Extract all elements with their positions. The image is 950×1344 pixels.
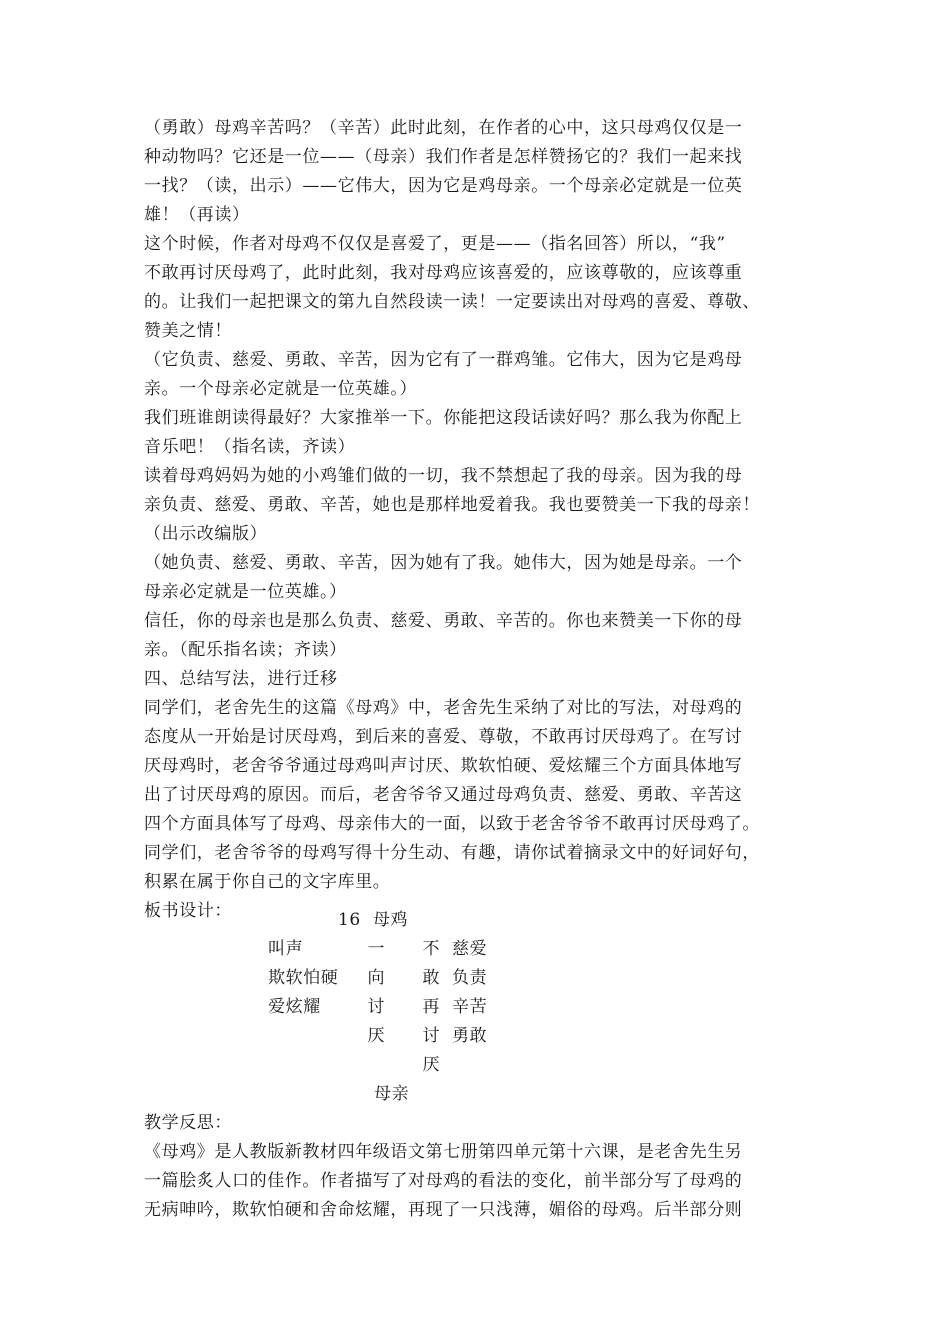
text-line: 这个时候，作者对母鸡不仅仅是喜爱了，更是——（指名回答）所以，“我” [144, 234, 726, 254]
board-left-item: 叫声 [268, 939, 304, 959]
text-line: 雄！（再读） [144, 205, 250, 225]
board-char: 再 [422, 997, 440, 1017]
text-line: （勇敢）母鸡辛苦吗？（辛苦）此时此刻，在作者的心中，这只母鸡仅仅是一 [144, 118, 743, 138]
board-column-always-hate [366, 935, 386, 1051]
text-line: 厌母鸡时，老舍爷爷通过母鸡叫声讨厌、欺软怕硬、爱炫耀三个方面具体地写 [144, 756, 743, 776]
board-right-item: 勇敢 [452, 1026, 488, 1046]
text-line: 亲负责、慈爱、勇敢、辛苦，她也是那样地爱着我。我也要赞美一下我的母亲！ [144, 495, 760, 515]
text-line: 出了讨厌母鸡的原因。而后，老舍爷爷又通过母鸡负责、慈爱、勇敢、辛苦这 [144, 785, 743, 805]
board-char: 向 [367, 968, 385, 988]
board-char: 不 [422, 939, 440, 959]
board-design-heading: 板书设计： [144, 901, 232, 921]
board-title-text: 母鸡 [372, 910, 409, 930]
board-bottom-label: 母亲 [374, 1084, 410, 1104]
teaching-reflection [144, 1109, 844, 1225]
board-right-item: 辛苦 [452, 997, 488, 1017]
text-line: 不敢再讨厌母鸡了，此时此刻，我对母鸡应该喜爱的，应该尊敬的，应该尊重 [144, 263, 743, 283]
text-line: （它负责、慈爱、勇敢、辛苦，因为它有了一群鸡雏。它伟大，因为它是鸡母 [144, 350, 743, 370]
board-char: 一 [367, 939, 385, 959]
board-right-item: 负责 [452, 968, 488, 988]
board-left-item: 爱炫耀 [268, 997, 321, 1017]
lesson-paragraphs [144, 114, 844, 926]
text-line: 一篇脍炙人口的佳作。作者描写了对母鸡的看法的变化，前半部分写了母鸡的 [144, 1171, 743, 1191]
text-line: 《母鸡》是人教版新教材四年级语文第七册第四单元第十六课，是老舍先生另 [144, 1142, 743, 1162]
text-line: 的。让我们一起把课文的第九自然段读一读！一定要读出对母鸡的喜爱、尊敬、 [144, 292, 760, 312]
text-line: 积累在属于你自己的文字库里。 [144, 872, 391, 892]
text-line: 一找？（读，出示）——它伟大，因为它是鸡母亲。一个母亲必定就是一位英 [144, 176, 743, 196]
text-line: （她负责、慈爱、勇敢、辛苦，因为她有了我。她伟大，因为她是母亲。一个 [144, 553, 743, 573]
text-line: 读着母鸡妈妈为她的小鸡雏们做的一切，我不禁想起了我的母亲。因为我的母 [144, 466, 743, 486]
board-char: 讨 [367, 997, 385, 1017]
board-char: 厌 [367, 1026, 385, 1046]
text-line: 音乐吧！（指名读，齐读） [144, 437, 356, 457]
text-line: 我们班谁朗读得最好？大家推举一下。你能把这段话读好吗？那么我为你配上 [144, 408, 743, 428]
text-line: 无病呻吟，欺软怕硬和舍命炫耀，再现了一只浅薄，媚俗的母鸡。后半部分则 [144, 1200, 743, 1220]
text-line: 赞美之情！ [144, 321, 232, 341]
board-char: 厌 [422, 1055, 440, 1075]
text-line: 信任，你的母亲也是那么负责、慈爱、勇敢、辛苦的。你也来赞美一下你的母 [144, 611, 743, 631]
text-line: 母亲必定就是一位英雄。） [144, 582, 347, 602]
section-heading: 四、总结写法，进行迁移 [144, 669, 338, 689]
board-column-no-longer-hate [421, 935, 441, 1080]
text-line: 态度从一开始是讨厌母鸡，到后来的喜爱、尊敬，不敢再讨厌母鸡了。在写讨 [144, 727, 743, 747]
text-line: （出示改编版） [144, 524, 268, 544]
text-line: 亲。（配乐指名读；齐读） [144, 640, 347, 660]
reflection-heading: 教学反思： [144, 1113, 232, 1133]
board-title [338, 906, 408, 935]
text-line: 亲。一个母亲必定就是一位英雄。） [144, 379, 418, 399]
board-char: 讨 [422, 1026, 440, 1046]
board-char: 敢 [422, 968, 440, 988]
text-line: 同学们，老舍爷爷的母鸡写得十分生动、有趣，请你试着摘录文中的好词好句， [144, 843, 760, 863]
board-right-item: 慈爱 [452, 939, 488, 959]
board-left-item: 欺软怕硬 [268, 968, 339, 988]
board-title-number: 16 [338, 910, 361, 930]
text-line: 种动物吗？它还是一位——（母亲）我们作者是怎样赞扬它的？我们一起来找 [144, 147, 743, 167]
text-line: 四个方面具体写了母鸡、母亲伟大的一面，以致于老舍爷爷不敢再讨厌母鸡了。 [144, 814, 760, 834]
text-line: 同学们，老舍先生的这篇《母鸡》中，老舍先生采纳了对比的写法，对母鸡的 [144, 698, 743, 718]
